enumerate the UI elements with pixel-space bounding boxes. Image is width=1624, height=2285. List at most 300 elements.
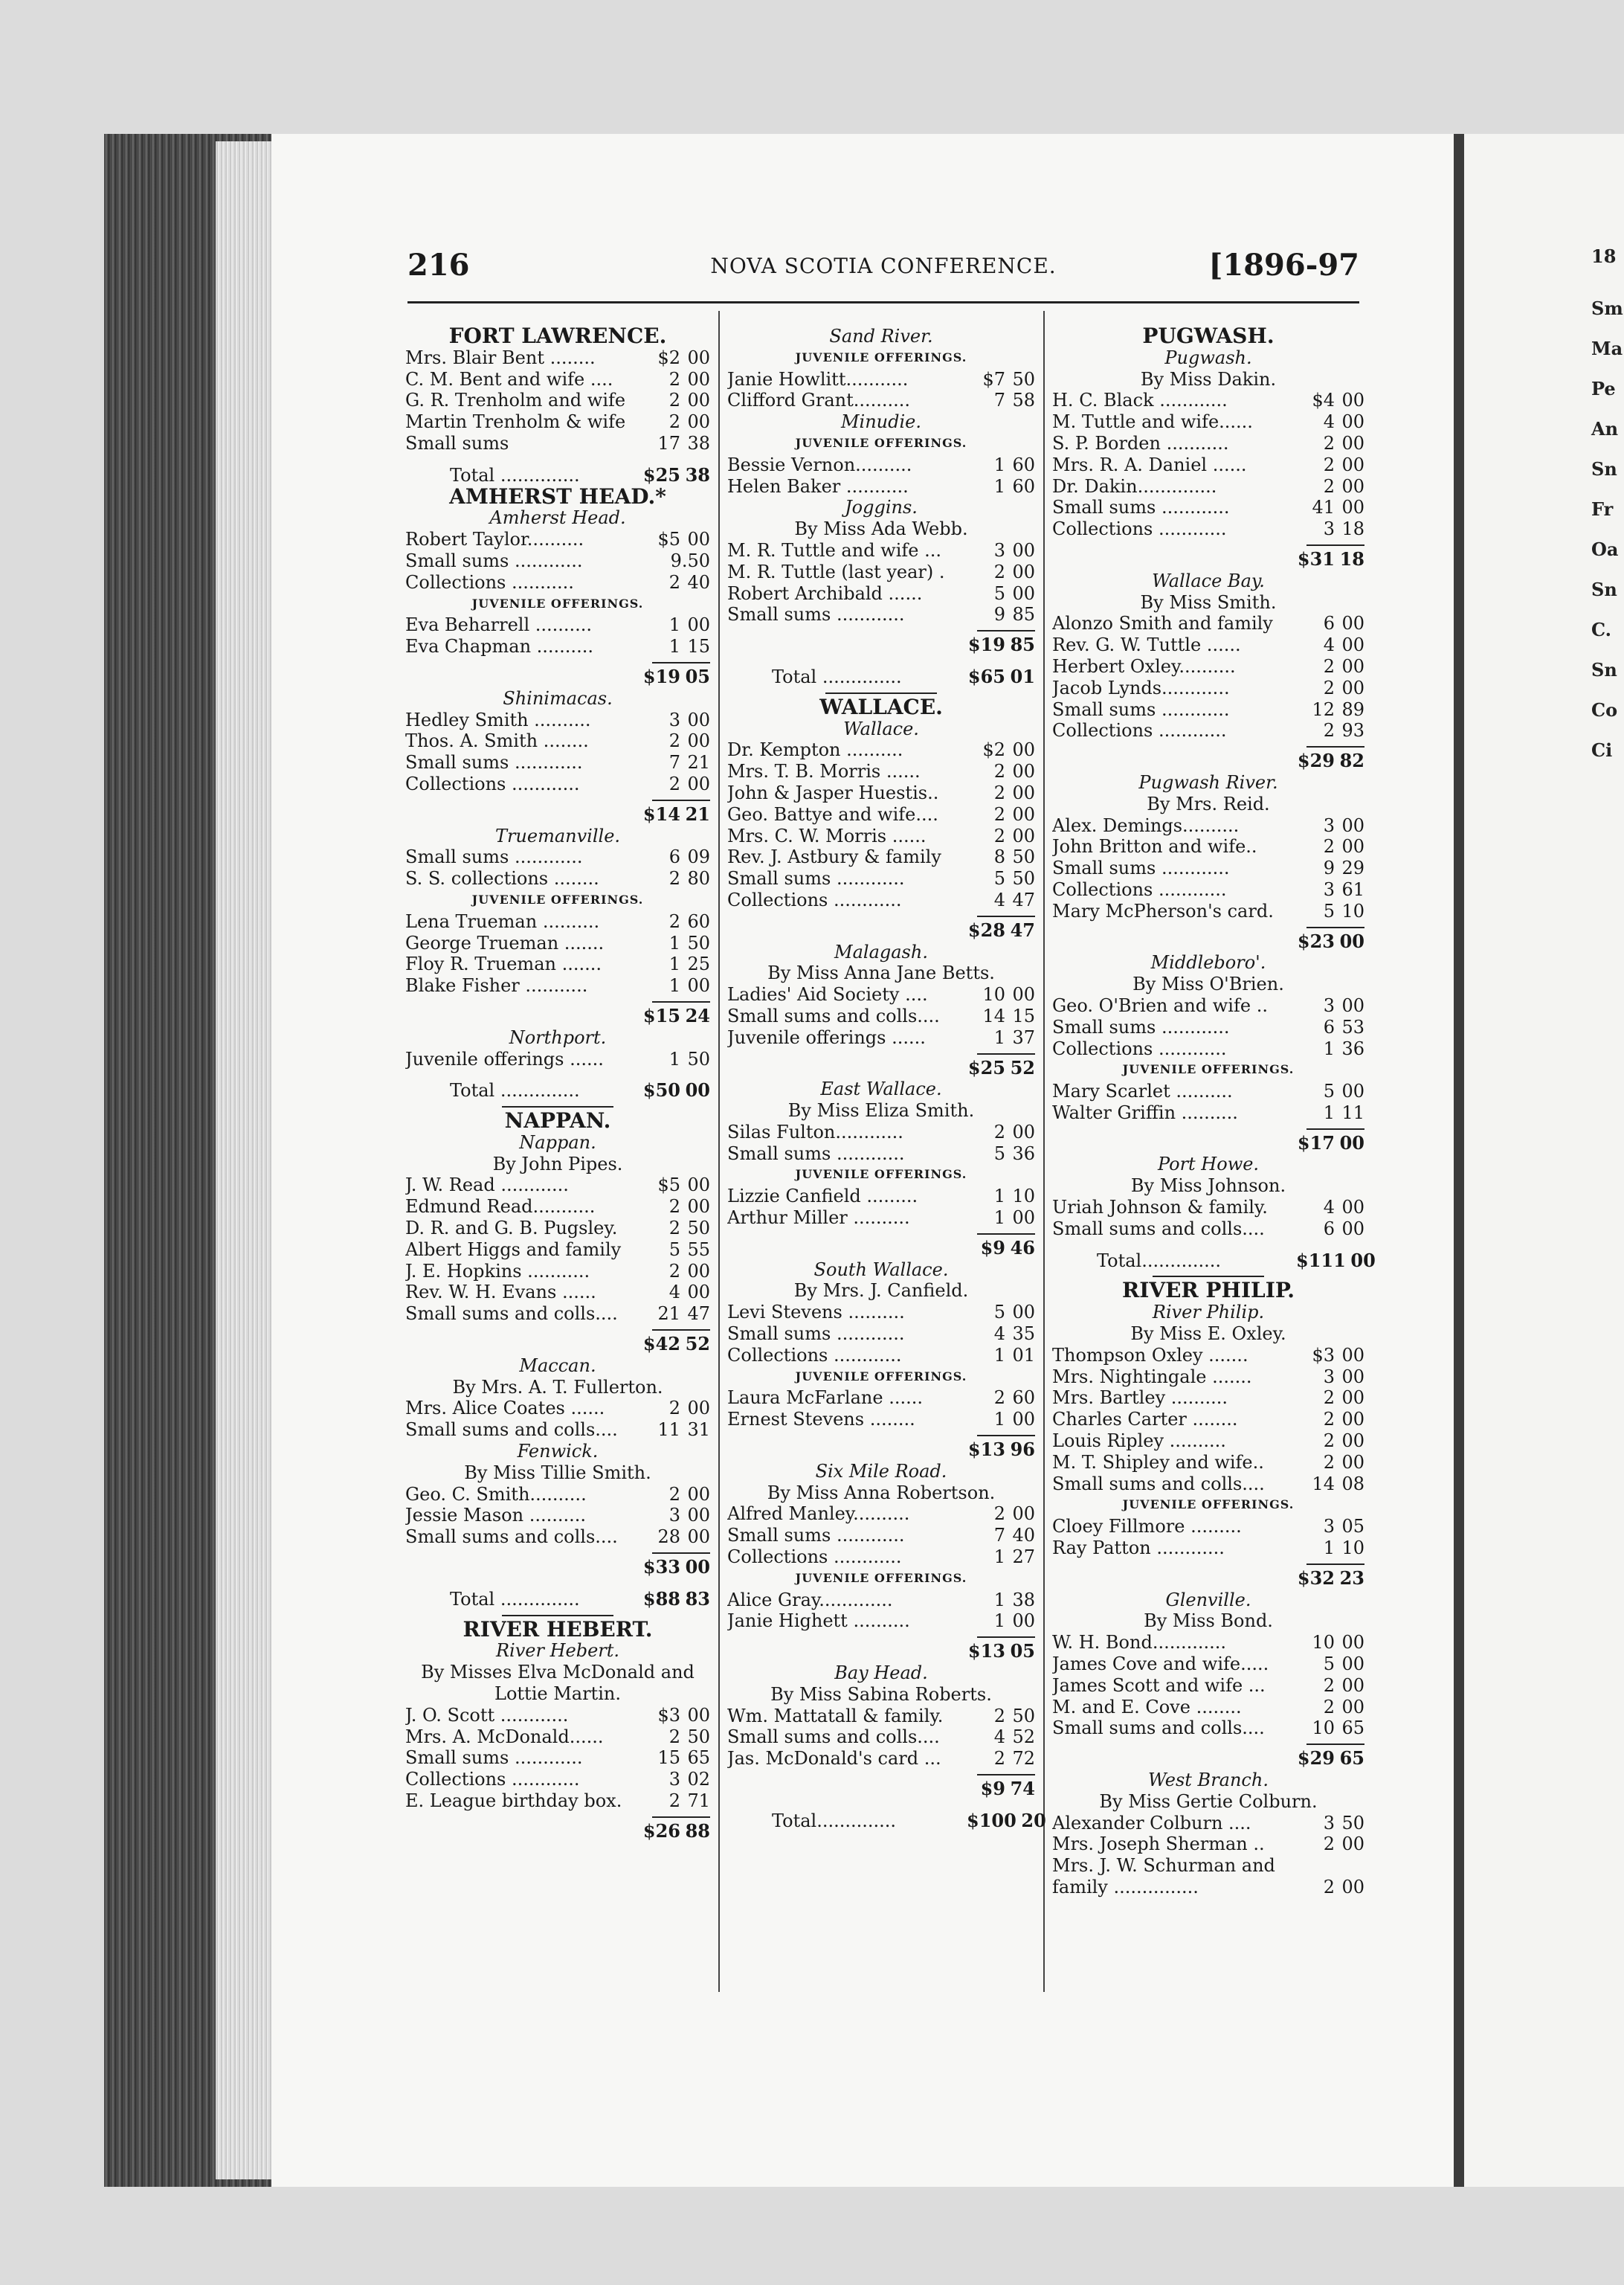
subtotal-amount: $42 52 xyxy=(642,1333,710,1355)
juvenile-offerings-label: JUVENILE OFFERINGS. xyxy=(795,350,967,364)
contribution-row xyxy=(405,1303,710,1325)
contribution-row xyxy=(1052,1654,1364,1675)
collector-line: By John Pipes. xyxy=(492,1153,623,1174)
contributor-name: Total.............. xyxy=(1097,1250,1222,1271)
subtotal-row xyxy=(405,1334,710,1355)
spacer xyxy=(727,1800,1035,1810)
contributor-name: Juvenile offerings ...... xyxy=(727,1026,926,1048)
contributor-name: Mrs. Nightingale ....... xyxy=(1052,1366,1252,1387)
amount: 1 60 xyxy=(993,475,1035,497)
facing-page-fragment: Ci xyxy=(1591,739,1613,761)
contributor-name: Total .............. xyxy=(772,666,902,687)
place-subheading: Northport. xyxy=(509,1026,607,1048)
contribution-row xyxy=(405,1239,710,1261)
amount: 5 00 xyxy=(993,582,1035,604)
amount: $111 00 xyxy=(1296,1249,1376,1271)
amount: 12 89 xyxy=(1312,698,1364,720)
subtotal-amount: $32 23 xyxy=(1297,1566,1364,1589)
contribution-row xyxy=(405,911,710,933)
amount: 2 00 xyxy=(993,1121,1035,1142)
contributor-name: Small sums ............ xyxy=(1052,698,1230,720)
contributor-name: Geo. C. Smith.......... xyxy=(405,1483,587,1505)
contribution-row xyxy=(1052,1697,1364,1718)
amount: 2 00 xyxy=(1323,1430,1364,1452)
juvenile-offerings-label: JUVENILE OFFERINGS. xyxy=(1122,1062,1295,1077)
subtotal-row xyxy=(727,634,1035,656)
facing-page-fragment: An xyxy=(1591,418,1619,440)
collector-line: By Miss Dakin. xyxy=(1140,368,1277,390)
total-row xyxy=(727,1809,1046,1832)
contributor-name: Mrs. Joseph Sherman .. xyxy=(1052,1834,1265,1855)
amount: 3 00 xyxy=(668,709,710,730)
contributor-name: Uriah Johnson & family. xyxy=(1052,1197,1268,1218)
place-subheading: Six Mile Road. xyxy=(815,1460,947,1482)
amount: 1 00 xyxy=(993,1610,1035,1632)
contribution-row xyxy=(1052,1366,1364,1388)
circuit-heading: PUGWASH. xyxy=(1142,324,1275,348)
contributor-name: Small sums ............ xyxy=(405,752,583,774)
contributor-name: Geo. Battye and wife.... xyxy=(727,803,938,825)
contributor-name: Robert Archibald ...... xyxy=(727,582,923,604)
contribution-row xyxy=(727,1006,1035,1027)
contribution-row xyxy=(727,369,1035,391)
amount: 2 00 xyxy=(993,782,1035,803)
running-header xyxy=(407,248,1359,285)
contribution-row xyxy=(727,868,1035,890)
amount: 2 50 xyxy=(668,1218,710,1239)
subtotal-amount: $23 00 xyxy=(1297,930,1364,952)
amount: 2 00 xyxy=(993,1503,1035,1525)
contribution-row xyxy=(727,540,1035,562)
contribution-row xyxy=(405,954,710,975)
contributor-name: Hedley Smith .......... xyxy=(405,709,591,730)
subtotal-row xyxy=(727,920,1035,942)
subtotal-amount: $14 21 xyxy=(642,803,710,825)
contributor-name: Collections ............ xyxy=(1052,518,1227,540)
contribution-row xyxy=(405,390,710,411)
subtotal-rule xyxy=(652,1816,710,1818)
contributor-name: Collections ............ xyxy=(727,1546,902,1568)
amount: $5 00 xyxy=(657,529,710,550)
contributor-name: J. W. Read ............ xyxy=(405,1174,569,1196)
amount: $3 00 xyxy=(1312,1344,1364,1366)
amount: 6 53 xyxy=(1323,1016,1364,1038)
amount: 1 10 xyxy=(993,1186,1035,1207)
spacer xyxy=(405,454,710,465)
contribution-row xyxy=(727,1503,1035,1525)
contributor-name: Total .............. xyxy=(450,1080,580,1102)
collector-line: By Mrs. J. Canfield. xyxy=(793,1280,969,1302)
collector-line: By Miss Tillie Smith. xyxy=(464,1462,651,1483)
amount: 3 02 xyxy=(668,1769,710,1790)
subtotal-rule xyxy=(977,630,1035,631)
facing-page-fragment: Sn xyxy=(1591,579,1617,600)
contribution-row xyxy=(727,1345,1035,1366)
contributor-name: Martin Trenholm & wife xyxy=(405,411,626,433)
subtotal-row xyxy=(727,1439,1035,1461)
contributor-name: Small sums ............ xyxy=(1052,497,1230,518)
subtotal-rule xyxy=(977,1233,1035,1235)
amount: 3 00 xyxy=(668,1505,710,1526)
circuit-heading: RIVER HEBERT. xyxy=(463,1616,653,1642)
subtotal-rule xyxy=(1306,1744,1364,1745)
subtotal-rule xyxy=(652,1552,710,1554)
subtotal-row xyxy=(1052,1133,1364,1154)
contribution-row xyxy=(727,1748,1035,1770)
amount: 2 00 xyxy=(1323,1696,1364,1717)
subtotal-row xyxy=(405,1557,710,1578)
contributor-name: Small sums ............ xyxy=(1052,858,1230,879)
amount: 7 58 xyxy=(993,390,1035,411)
contributor-name: Small sums and colls.... xyxy=(727,1005,940,1026)
contribution-row xyxy=(405,933,710,954)
amount: 3 05 xyxy=(1323,1516,1364,1537)
amount: 2 00 xyxy=(668,1196,710,1218)
amount: 2 60 xyxy=(668,910,710,932)
contribution-row xyxy=(727,1207,1035,1229)
amount: $2 00 xyxy=(657,347,710,368)
place-subheading: Pugwash. xyxy=(1164,347,1252,368)
contributor-name: C. M. Bent and wife .... xyxy=(405,368,613,390)
contributor-name: James Cove and wife..... xyxy=(1052,1654,1269,1675)
column-2 xyxy=(727,326,1046,1832)
spacer xyxy=(405,1070,710,1080)
amount: 1 10 xyxy=(1323,1537,1364,1559)
collector-line: By Miss Sabina Roberts. xyxy=(770,1683,992,1705)
contribution-row xyxy=(405,1705,710,1726)
amount: 1 50 xyxy=(668,1048,710,1070)
contribution-row xyxy=(727,804,1035,826)
amount: 10 00 xyxy=(1312,1632,1364,1654)
contributor-name: Walter Griffin .......... xyxy=(1052,1102,1238,1123)
contribution-row xyxy=(405,1769,710,1790)
contribution-row xyxy=(405,774,710,795)
contribution-row xyxy=(727,739,1035,761)
contribution-row xyxy=(727,1590,1035,1611)
section-rule xyxy=(1153,1276,1264,1277)
amount: 2 71 xyxy=(668,1790,710,1811)
contributor-name: D. R. and G. B. Pugsley. xyxy=(405,1218,618,1239)
contribution-row xyxy=(405,1049,710,1070)
subtotal-rule xyxy=(1306,1128,1364,1130)
place-subheading: East Wallace. xyxy=(820,1079,942,1100)
amount: 3 00 xyxy=(1323,994,1364,1016)
contribution-row xyxy=(727,782,1035,804)
contribution-row xyxy=(405,1174,710,1196)
contribution-row xyxy=(1052,1081,1364,1102)
contribution-row xyxy=(405,1196,710,1218)
contribution-row xyxy=(1052,476,1364,498)
subtotal-rule xyxy=(977,1053,1035,1055)
contributor-name: Mrs. Alice Coates ...... xyxy=(405,1398,605,1419)
amount: 2 00 xyxy=(1323,1451,1364,1473)
amount: $65 01 xyxy=(967,665,1035,687)
contributor-name: Janie Highett .......... xyxy=(727,1610,910,1632)
contribution-row xyxy=(1052,613,1364,634)
contributor-name: John & Jasper Huestis.. xyxy=(727,782,939,803)
contributor-name: M. R. Tuttle and wife ... xyxy=(727,539,941,561)
amount: 2 00 xyxy=(993,803,1035,825)
amount: 4 52 xyxy=(993,1726,1035,1748)
juvenile-offerings-label: JUVENILE OFFERINGS. xyxy=(471,596,644,611)
amount: 2 00 xyxy=(668,1398,710,1419)
contributor-name: Jacob Lynds............ xyxy=(1052,677,1230,698)
contributor-name: G. R. Trenholm and wife xyxy=(405,390,626,411)
amount xyxy=(1296,1855,1364,1877)
place-subheading: Minudie. xyxy=(840,411,922,433)
place-subheading: Middleboro'. xyxy=(1150,952,1266,974)
contributor-name: Total .............. xyxy=(450,1588,580,1610)
subtotal-row xyxy=(405,804,710,826)
juvenile-offerings-label: JUVENILE OFFERINGS. xyxy=(471,892,644,907)
contributor-name: Mrs. J. W. Schurman and xyxy=(1052,1855,1275,1877)
collector-line: By Miss Gertie Colburn. xyxy=(1099,1790,1318,1812)
contribution-row xyxy=(1052,1409,1364,1430)
contribution-row xyxy=(1052,497,1364,518)
amount: 3 61 xyxy=(1323,878,1364,900)
contribution-row xyxy=(405,730,710,752)
subtotal-rule xyxy=(977,1774,1035,1775)
contributor-name: Albert Higgs and family xyxy=(405,1238,622,1260)
amount: 2 00 xyxy=(1323,1387,1364,1409)
facing-page-fragment: Pe xyxy=(1591,378,1616,399)
subtotal-row xyxy=(727,1778,1035,1800)
amount: 4 47 xyxy=(993,889,1035,910)
amount: 2 80 xyxy=(668,868,710,890)
amount: $100 20 xyxy=(967,1809,1046,1831)
amount: 1 00 xyxy=(993,1409,1035,1430)
contributor-name: E. League birthday box. xyxy=(405,1790,622,1811)
amount: 14 08 xyxy=(1312,1473,1364,1494)
place-subheading: Joggins. xyxy=(845,497,918,518)
collector-line: By Miss Anna Robertson. xyxy=(767,1482,996,1503)
running-title: NOVA SCOTIA CONFERENCE. xyxy=(710,254,1057,278)
collector-line: By Miss Eliza Smith. xyxy=(787,1100,975,1122)
amount: 5 10 xyxy=(1323,900,1364,922)
contributor-name: Collections ............ xyxy=(1052,1038,1227,1059)
contributor-name: Mrs. R. A. Daniel ...... xyxy=(1052,454,1247,475)
contributor-name: Small sums ............ xyxy=(405,846,583,868)
amount: 1 11 xyxy=(1323,1102,1364,1123)
contribution-row xyxy=(727,1323,1035,1345)
facing-page-fragment: C. xyxy=(1591,619,1612,640)
place-subheading: River Hebert. xyxy=(495,1640,620,1662)
contributor-name: Juvenile offerings ...... xyxy=(405,1048,604,1070)
contributor-name: Small sums and colls.... xyxy=(405,1526,618,1548)
contributor-name: Collections ............ xyxy=(727,889,902,910)
contribution-row xyxy=(405,529,710,550)
amount: 2 00 xyxy=(1323,836,1364,858)
amount: 41 00 xyxy=(1312,497,1364,518)
contributor-name: J. E. Hopkins ........... xyxy=(405,1260,590,1282)
contribution-row xyxy=(405,1790,710,1812)
amount: $2 00 xyxy=(982,739,1035,761)
contributor-name: Mary Scarlet .......... xyxy=(1052,1081,1233,1102)
juvenile-offerings-label: JUVENILE OFFERINGS. xyxy=(795,435,967,450)
contribution-row xyxy=(727,454,1035,476)
subtotal-rule xyxy=(652,662,710,663)
amount: $7 50 xyxy=(982,368,1035,390)
amount: 21 47 xyxy=(657,1303,710,1325)
contribution-row xyxy=(727,826,1035,847)
amount: 1 60 xyxy=(993,454,1035,475)
spacer xyxy=(405,1578,710,1589)
contribution-row xyxy=(405,347,710,369)
contribution-row xyxy=(727,1122,1035,1143)
contributor-name: Silas Fulton............ xyxy=(727,1121,903,1142)
amount: 14 15 xyxy=(982,1005,1035,1026)
contribution-row xyxy=(405,550,710,572)
amount: 3 18 xyxy=(1323,518,1364,540)
amount: 2 50 xyxy=(993,1705,1035,1726)
collector-line: By Miss Anna Jane Betts. xyxy=(767,962,995,984)
contribution-row xyxy=(1052,720,1364,742)
subtotal-row xyxy=(727,1058,1035,1079)
contributor-name: Small sums ............ xyxy=(405,550,583,571)
contribution-row xyxy=(727,1610,1035,1632)
contributor-name: Collections ............ xyxy=(405,1769,580,1790)
column-3 xyxy=(1052,324,1376,1898)
spacer xyxy=(727,656,1035,666)
contributor-name: Jas. McDonald's card ... xyxy=(727,1748,941,1770)
amount: 2 60 xyxy=(993,1387,1035,1409)
subtotal-amount: $31 18 xyxy=(1297,547,1364,570)
place-subheading: Truemanville. xyxy=(494,825,621,846)
contribution-row xyxy=(405,1261,710,1282)
contributor-name: J. O. Scott ............ xyxy=(405,1704,569,1726)
contribution-row xyxy=(1052,1717,1364,1739)
contributor-name: Mary McPherson's card. xyxy=(1052,900,1274,922)
contribution-row xyxy=(405,1526,710,1548)
contributor-name: Levi Stevens .......... xyxy=(727,1302,905,1323)
contribution-row xyxy=(727,1525,1035,1546)
juvenile-offerings-label: JUVENILE OFFERINGS. xyxy=(795,1167,967,1182)
contribution-row xyxy=(1052,1452,1364,1473)
contributor-name: M. T. Shipley and wife.. xyxy=(1052,1451,1264,1473)
amount: 1 38 xyxy=(993,1589,1035,1610)
contributor-name: Small sums ............ xyxy=(405,1747,583,1769)
place-subheading: Glenville. xyxy=(1165,1589,1251,1610)
amount: 9 85 xyxy=(993,604,1035,626)
collector-line: By Miss Bond. xyxy=(1144,1610,1273,1632)
contributor-name: John Britton and wife.. xyxy=(1052,836,1257,858)
place-subheading: Sand River. xyxy=(829,326,933,347)
contributor-name: S. S. collections ........ xyxy=(405,868,599,890)
contribution-row xyxy=(405,1282,710,1303)
contributor-name: Alice Gray............. xyxy=(727,1589,893,1610)
contributor-name: Small sums and colls.... xyxy=(727,1726,940,1748)
collector-line: By Mrs. Reid. xyxy=(1147,793,1270,814)
contribution-row xyxy=(1052,858,1364,879)
contribution-row xyxy=(727,1706,1035,1727)
contribution-row xyxy=(727,984,1035,1006)
contributor-name: Alfred Manley.......... xyxy=(727,1503,910,1525)
contributor-name: Small sums ............ xyxy=(727,868,905,890)
subtotal-row xyxy=(1052,549,1364,571)
contributor-name: Charles Carter ........ xyxy=(1052,1409,1238,1430)
contribution-row xyxy=(1052,1345,1364,1366)
amount: 2 72 xyxy=(993,1748,1035,1770)
contribution-row xyxy=(1052,1877,1364,1898)
contribution-row xyxy=(405,710,710,731)
header-rule xyxy=(407,301,1359,303)
contribution-row xyxy=(727,1546,1035,1568)
amount: 2 00 xyxy=(668,1483,710,1505)
amount: 1 36 xyxy=(1323,1038,1364,1059)
contribution-row xyxy=(727,1027,1035,1049)
contribution-row xyxy=(1052,699,1364,721)
total-row xyxy=(405,465,710,486)
contributor-name: Small sums and colls.... xyxy=(405,1303,618,1325)
amount: 2 00 xyxy=(1323,655,1364,677)
contributor-name: Collections ............ xyxy=(1052,720,1227,742)
contributor-name: Rev. G. W. Tuttle ...... xyxy=(1052,634,1241,656)
amount: 1 00 xyxy=(668,975,710,997)
contributor-name: Rev. W. H. Evans ...... xyxy=(405,1282,596,1303)
contributor-name: Alonzo Smith and family xyxy=(1052,613,1273,634)
amount: 1 00 xyxy=(668,614,710,636)
subtotal-amount: $26 88 xyxy=(642,1819,710,1842)
contribution-row xyxy=(727,1409,1035,1430)
contributor-name: Dr. Kempton .......... xyxy=(727,739,903,761)
subtotal-amount: $15 24 xyxy=(642,1004,710,1026)
contributor-name: Edmund Read........... xyxy=(405,1196,596,1218)
collector-line: By Misses Elva McDonald and xyxy=(421,1662,695,1683)
place-subheading: Port Howe. xyxy=(1157,1154,1260,1175)
contributor-name: Jessie Mason .......... xyxy=(405,1505,586,1526)
contribution-row xyxy=(1052,390,1364,411)
page-number: 216 xyxy=(407,248,470,283)
amount: 2 00 xyxy=(1323,1834,1364,1855)
amount: 7 21 xyxy=(668,752,710,774)
amount: 2 93 xyxy=(1323,720,1364,742)
contributor-name: Collections ............ xyxy=(727,1344,902,1366)
contribution-row xyxy=(1052,1218,1364,1240)
place-subheading: River Philip. xyxy=(1152,1302,1265,1323)
contribution-row xyxy=(405,1419,710,1441)
year-range: [1896-97 xyxy=(1208,248,1359,283)
amount: 2 00 xyxy=(668,368,710,390)
contribution-row xyxy=(405,636,710,658)
amount: 2 00 xyxy=(668,390,710,411)
contributor-name: Small sums and colls.... xyxy=(405,1419,618,1441)
subtotal-rule xyxy=(1306,746,1364,748)
total-row xyxy=(1052,1249,1376,1272)
place-subheading: West Branch. xyxy=(1148,1770,1269,1790)
amount: 1 37 xyxy=(993,1026,1035,1048)
contributor-name: Collections ............ xyxy=(405,773,580,794)
contributor-name: George Trueman ....... xyxy=(405,932,605,954)
amount: 3 00 xyxy=(993,539,1035,561)
subtotal-row xyxy=(727,1238,1035,1259)
contribution-row xyxy=(1052,1813,1364,1834)
place-subheading: Wallace Bay. xyxy=(1152,570,1265,591)
contributor-name: Eva Chapman .......... xyxy=(405,636,593,658)
contribution-row xyxy=(405,572,710,594)
contributor-name: Helen Baker ........... xyxy=(727,475,909,497)
amount: 28 00 xyxy=(657,1526,710,1548)
contributor-name: Arthur Miller .......... xyxy=(727,1207,910,1229)
subtotal-amount: $13 05 xyxy=(967,1640,1035,1662)
contribution-row xyxy=(727,1387,1035,1409)
subtotal-rule xyxy=(652,1001,710,1003)
contribution-row xyxy=(727,1186,1035,1207)
contributor-name: Small sums ............ xyxy=(727,1323,905,1345)
contribution-row xyxy=(1052,1197,1364,1218)
contribution-row xyxy=(1052,1430,1364,1452)
subtotal-amount: $33 00 xyxy=(642,1556,710,1578)
facing-page-fragment: 18 xyxy=(1591,245,1617,267)
